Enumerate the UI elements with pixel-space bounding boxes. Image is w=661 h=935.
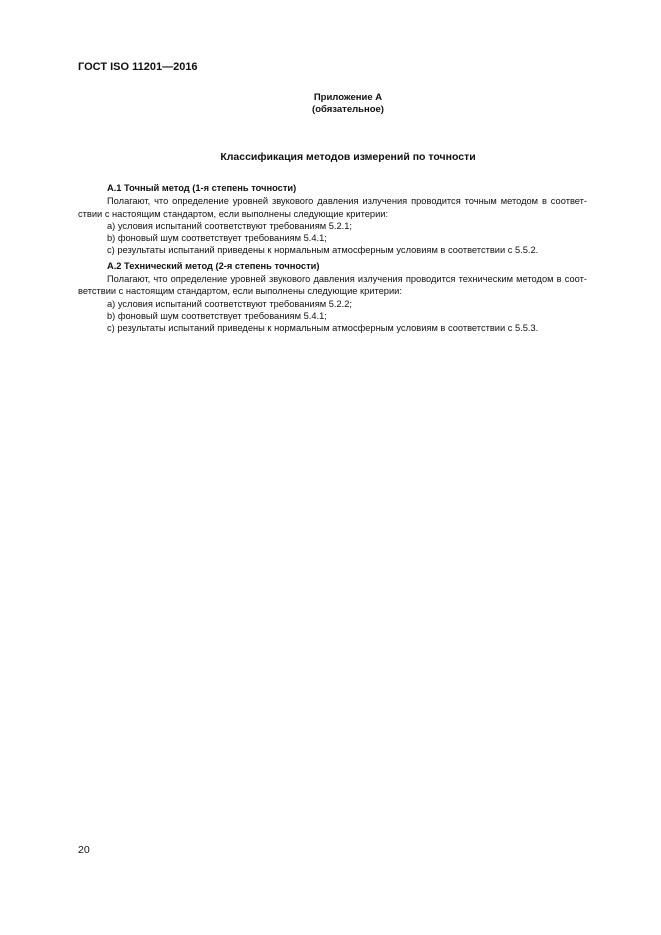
section-title: Классификация методов измерений по точности bbox=[220, 151, 476, 163]
list-item: b) фоновый шум соответствует требованиям 5.4.1; bbox=[107, 310, 327, 321]
section-heading: А.1 Точный метод (1-я степень точности) bbox=[107, 183, 297, 193]
document-body bbox=[78, 182, 587, 335]
appendix-title: Приложение А bbox=[313, 92, 383, 103]
list-item: а) условия испытаний соответствуют требованиям 5.2.1; bbox=[107, 220, 352, 231]
paragraph-line: ствии с настоящим стандартом, если выполнены следующие критерии: bbox=[78, 208, 389, 219]
paragraph-line: Полагают, что определение уровней звукового давления излучения проводится точным методом в соответ- bbox=[107, 196, 587, 207]
appendix-heading bbox=[78, 92, 618, 116]
page-number: 20 bbox=[78, 844, 90, 856]
list-item: с) результаты испытаний приведены к нормальным атмосферным условиям в соответствии с 5.5.2. bbox=[107, 245, 539, 256]
appendix-note: (обязательное) bbox=[312, 104, 384, 115]
list-item: b) фоновый шум соответствует требованиям 5.4.1; bbox=[107, 233, 327, 244]
section-a1 bbox=[78, 182, 587, 257]
list-item: а) условия испытаний соответствуют требованиям 5.2.2; bbox=[107, 298, 352, 309]
paragraph-line: ветствии с настоящим стандартом, если выполнены следующие критерии: bbox=[78, 286, 402, 297]
paragraph-line: Полагают, что определение уровней звукового давления излучения проводится техническим методом в соот- bbox=[107, 274, 587, 285]
document-header: ГОСТ ISO 11201—2016 bbox=[78, 61, 198, 73]
section-a2 bbox=[78, 260, 587, 335]
list-item: с) результаты испытаний приведены к нормальным атмосферным условиям в соответствии с 5.5.3. bbox=[107, 323, 539, 334]
section-heading: А.2 Технический метод (2-я степень точности) bbox=[107, 260, 320, 271]
